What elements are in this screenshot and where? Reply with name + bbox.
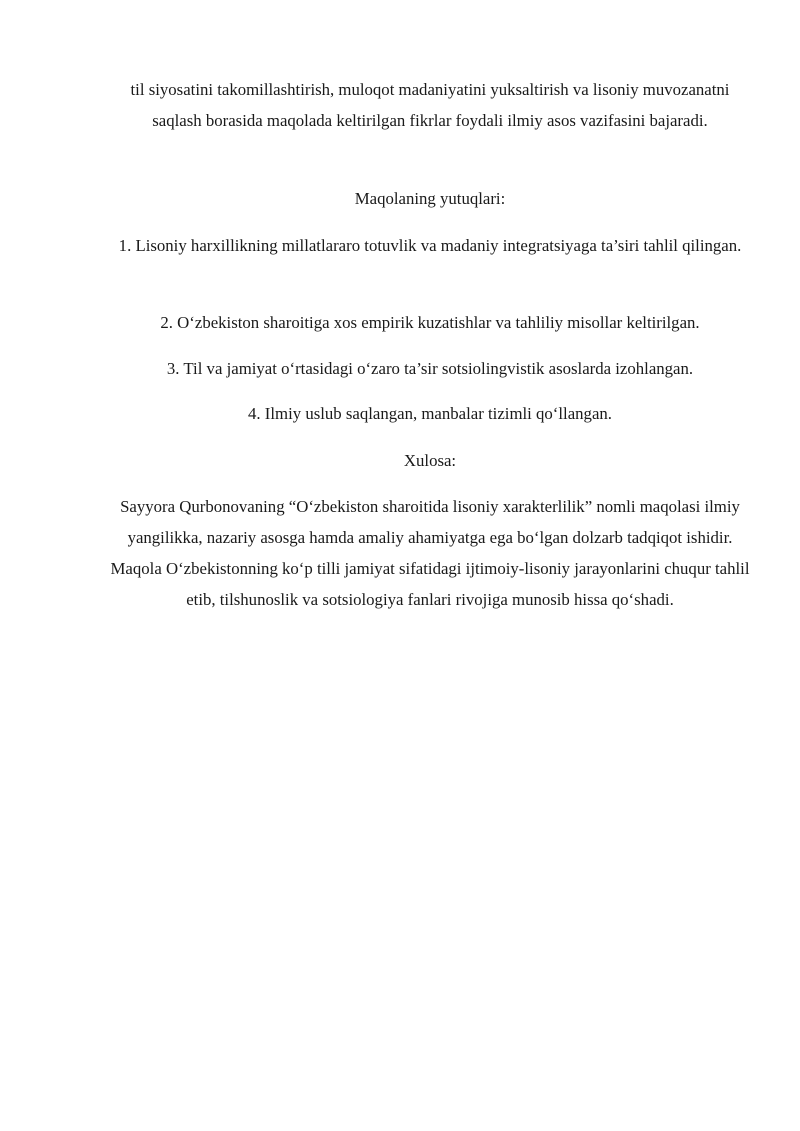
conclusion-heading: Xulosa: (403, 451, 457, 470)
conclusion-paragraph: Sayyora Qurbonovaning “O‘zbekiston sharoitida lisoniy xarakterlilik” nomli maqolasi ilmiy yangilikka, nazariy asosga hamda amaliy ahamiyatga ega bo‘lgan dolzarb tadqiqot ishidir. Maqola O‘zbekistonning ko‘p tilli jamiyat sifatidagi ijtimoiy-lisoniy jarayonlarini chuqur tahlil etib, tilshunoslik va sotsiologiya fanlari rivojiga munosib hissa qo‘shadi. (110, 497, 750, 609)
achievements-heading: Maqolaning yutuqlari: (354, 189, 506, 208)
achievement-item: 3. Til va jamiyat o‘rtasidagi o‘zaro ta’sir sotsiolingvistik asoslarda izohlangan. (166, 359, 694, 378)
achievement-item: 2. O‘zbekiston sharoitiga xos empirik kuzatishlar va tahliliy misollar keltirilgan. (160, 313, 700, 332)
achievement-item: 4. Ilmiy uslub saqlangan, manbalar tizimli qo‘llangan. (248, 404, 612, 423)
intro-paragraph: til siyosatini takomillashtirish, muloqot madaniyatini yuksaltirish va lisoniy muvozanatni saqlash borasida maqolada keltirilgan fikrlar foydali ilmiy asos vazifasini bajaradi. (130, 80, 730, 130)
achievement-item: 1. Lisoniy harxillikning millatlararo totuvlik va madaniy integratsiyaga ta’siri tahlil qilingan. (118, 236, 742, 255)
